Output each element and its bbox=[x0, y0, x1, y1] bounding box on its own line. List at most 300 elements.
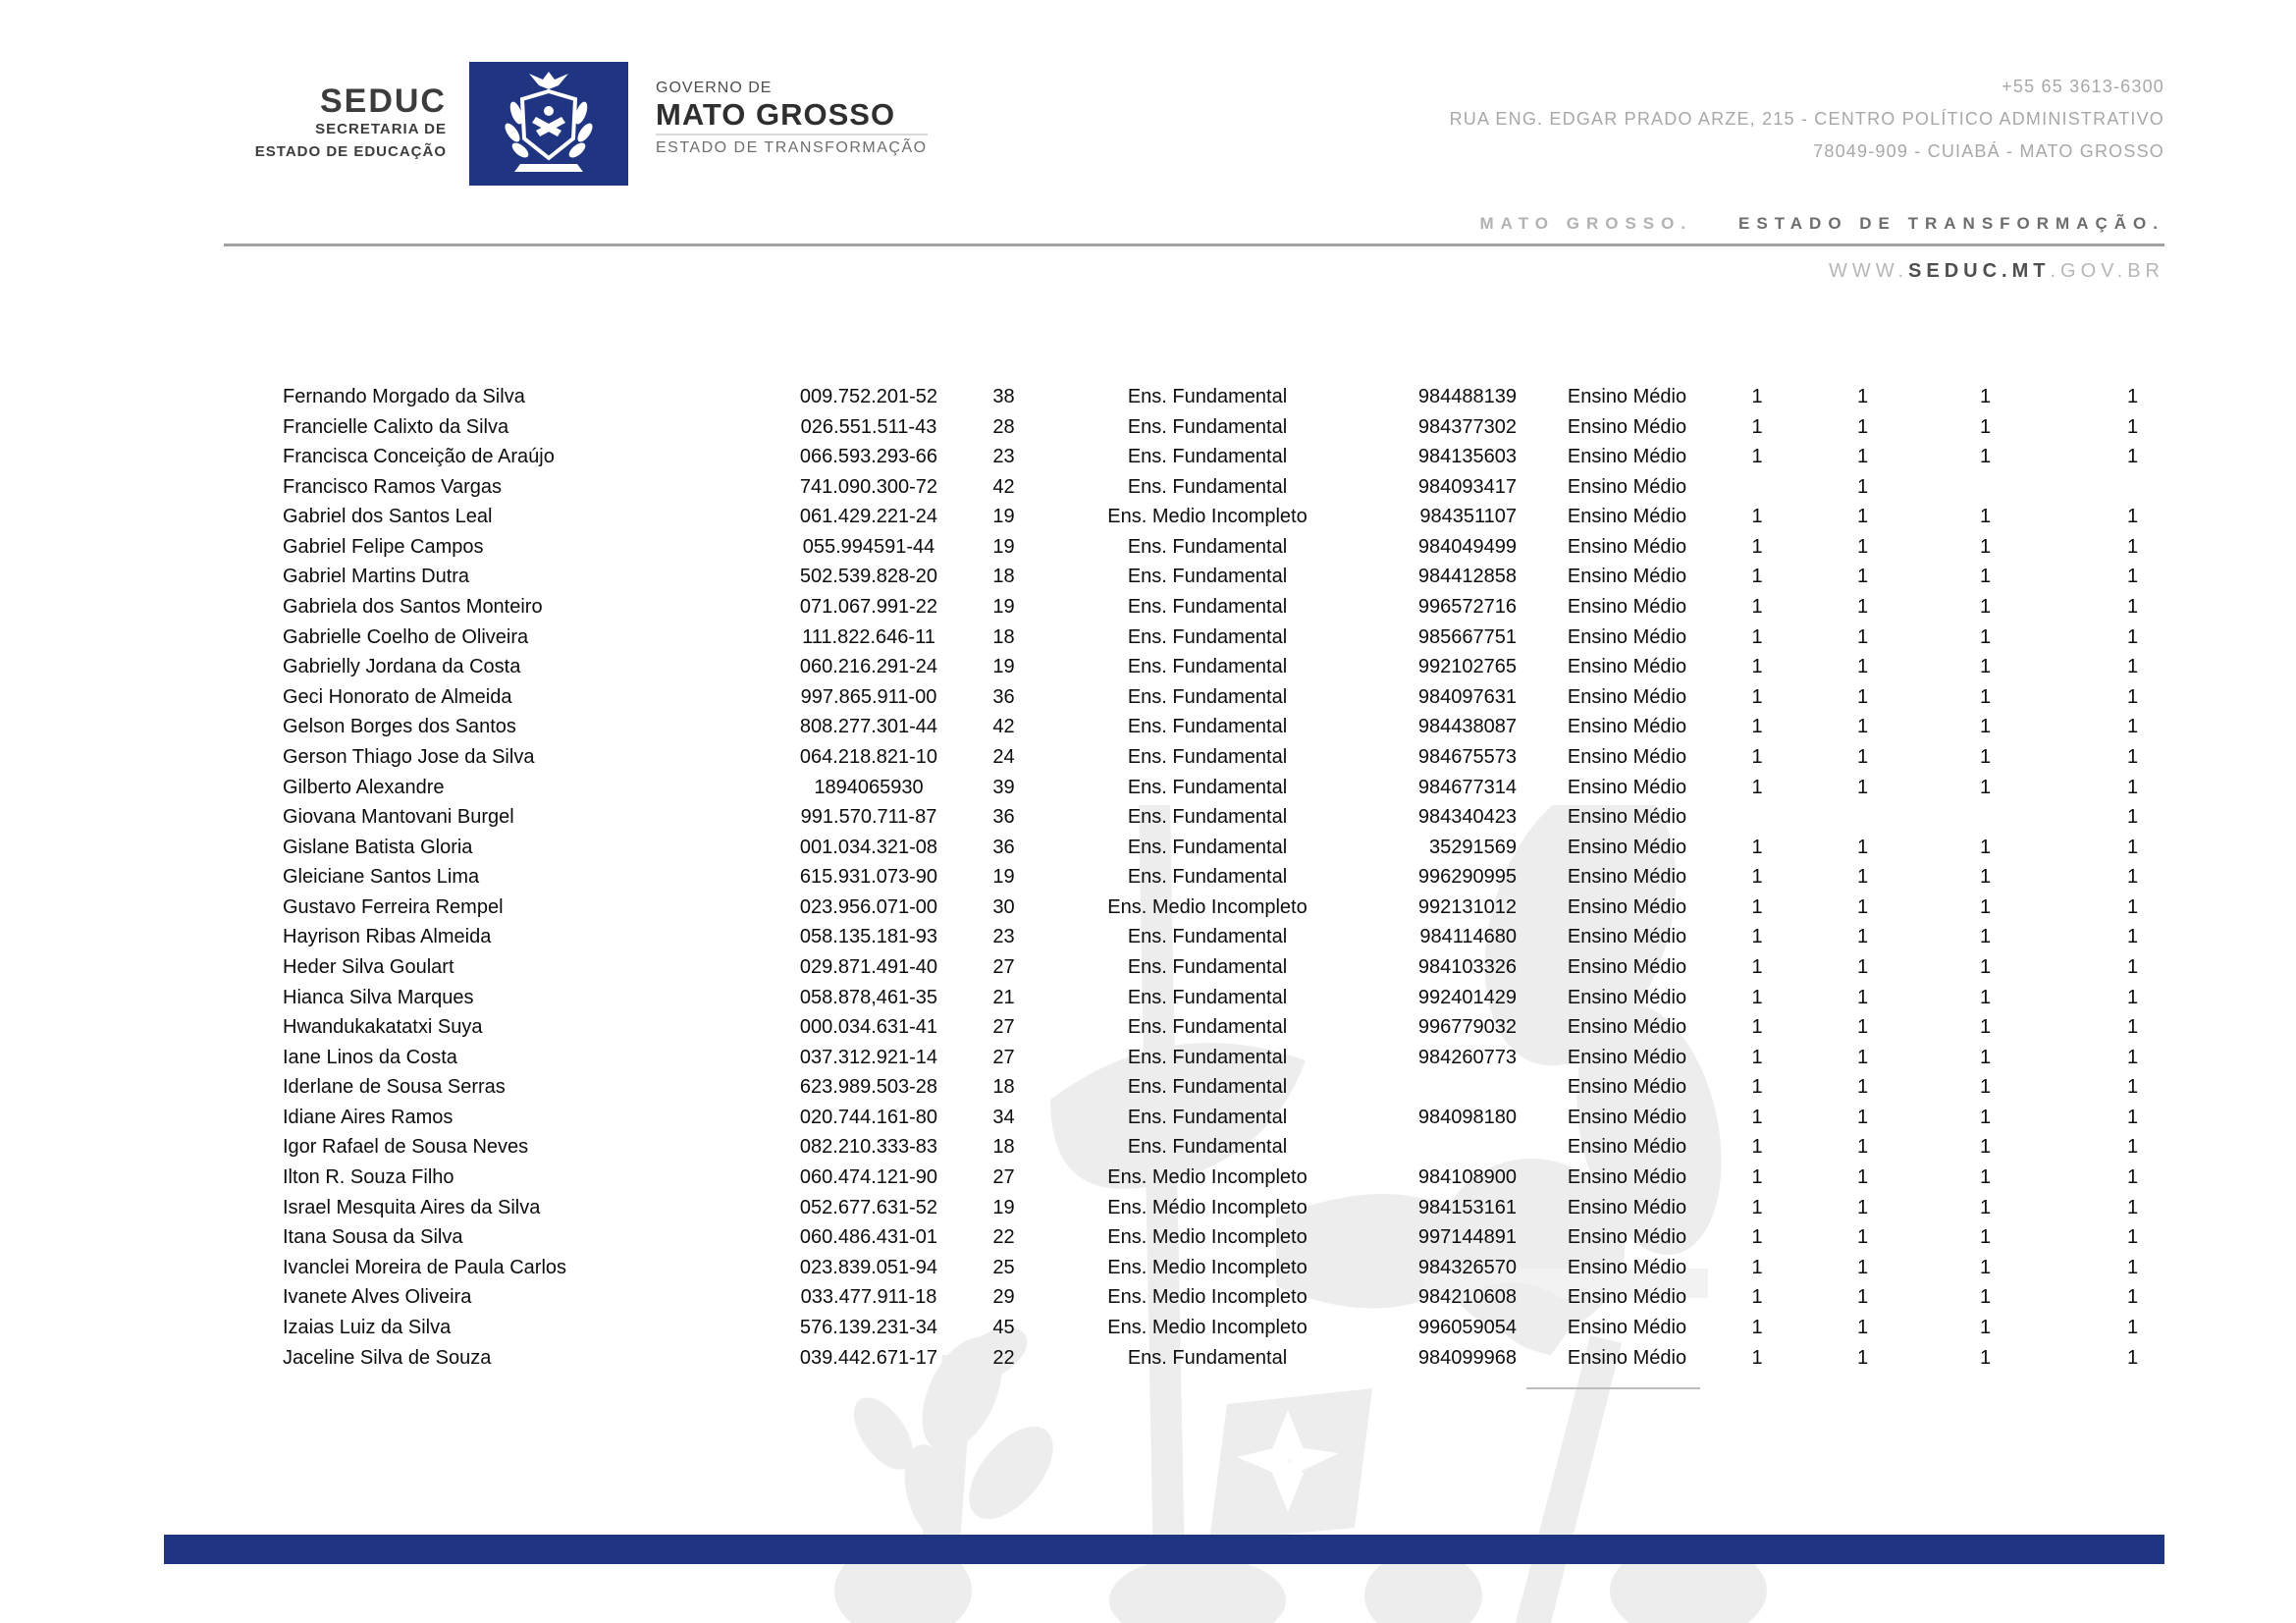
flag-cell-3: 1 bbox=[1979, 986, 1992, 1008]
candidate-name-cell: Itana Sousa da Silva bbox=[283, 1226, 463, 1249]
phone-cell: 984675573 bbox=[1417, 745, 1517, 768]
age-cell: 22 bbox=[992, 1226, 1015, 1249]
flag-cell-2: 1 bbox=[1856, 446, 1869, 468]
flag-cell-4: 1 bbox=[2126, 1106, 2139, 1128]
level-cell: Ensino Médio bbox=[1567, 386, 1687, 407]
table-row bbox=[265, 562, 2214, 592]
flag-cell-3: 1 bbox=[1979, 596, 1992, 619]
flag-cell-1: 1 bbox=[1751, 596, 1763, 619]
flag-cell-1 bbox=[1708, 472, 1806, 503]
education-cell: Ens. Fundamental bbox=[1127, 1046, 1288, 1068]
cpf-cell: 020.744.161-80 bbox=[799, 1106, 938, 1128]
education-cell: Ens. Fundamental bbox=[1127, 806, 1288, 829]
age-cell: 18 bbox=[992, 625, 1015, 648]
candidate-name-cell: Ilton R. Souza Filho bbox=[283, 1166, 454, 1189]
flag-cell-3: 1 bbox=[1979, 1016, 1992, 1039]
website-post: .GOV.BR bbox=[2050, 260, 2164, 282]
age-cell: 42 bbox=[992, 716, 1015, 738]
education-cell: Ens. Medio Incompleto bbox=[1107, 506, 1308, 528]
education-cell: Ens. Fundamental bbox=[1127, 1136, 1288, 1159]
cpf-cell: 023.839.051-94 bbox=[799, 1256, 938, 1278]
phone-cell: 984153161 bbox=[1417, 1196, 1517, 1218]
table-row bbox=[265, 1132, 2214, 1163]
cpf-cell: 023.956.071-00 bbox=[799, 895, 938, 918]
flag-cell-4: 1 bbox=[2126, 566, 2139, 588]
flag-cell-2: 1 bbox=[1856, 506, 1869, 528]
phone-cell: 992131012 bbox=[1417, 895, 1517, 918]
table-row bbox=[265, 1193, 2214, 1223]
cpf-cell: 071.067.991-22 bbox=[799, 596, 938, 619]
education-cell: Ens. Fundamental bbox=[1127, 1346, 1288, 1369]
level-cell: Ensino Médio bbox=[1567, 1046, 1687, 1068]
flag-cell-1: 1 bbox=[1751, 1226, 1763, 1249]
table-row bbox=[265, 442, 2214, 472]
cpf-cell: 741.090.300-72 bbox=[799, 475, 938, 498]
flag-cell-3 bbox=[1919, 802, 2052, 833]
flag-cell-3: 1 bbox=[1979, 776, 1992, 798]
level-cell: Ensino Médio bbox=[1567, 596, 1687, 619]
flag-cell-4: 1 bbox=[2126, 1226, 2139, 1249]
flag-cell-4: 1 bbox=[2126, 1256, 2139, 1278]
level-cell: Ensino Médio bbox=[1567, 986, 1687, 1008]
age-cell: 36 bbox=[992, 836, 1015, 858]
level-cell: Ensino Médio bbox=[1567, 1016, 1687, 1039]
education-cell: Ens. Medio Incompleto bbox=[1107, 1316, 1308, 1338]
flag-cell-2: 1 bbox=[1856, 836, 1869, 858]
phone-cell bbox=[1369, 1072, 1546, 1103]
education-cell: Ens. Fundamental bbox=[1127, 926, 1288, 948]
flag-cell-3: 1 bbox=[1979, 836, 1992, 858]
flag-cell-3: 1 bbox=[1979, 415, 1992, 438]
age-cell: 39 bbox=[992, 776, 1015, 798]
seduc-logo-line1: SECRETARIA DE bbox=[315, 121, 447, 137]
flag-cell-4: 1 bbox=[2126, 955, 2139, 978]
website-pre: WWW. bbox=[1828, 260, 1909, 282]
level-column-underline bbox=[1526, 1387, 1700, 1389]
level-cell: Ensino Médio bbox=[1567, 1136, 1687, 1159]
flag-cell-2: 1 bbox=[1856, 776, 1869, 798]
governo-logo-name: MATO GROSSO bbox=[656, 97, 896, 132]
education-cell: Ens. Fundamental bbox=[1127, 386, 1288, 407]
flag-cell-4: 1 bbox=[2126, 716, 2139, 738]
flag-cell-3: 1 bbox=[1979, 866, 1992, 889]
flag-cell-4: 1 bbox=[2126, 1166, 2139, 1189]
level-cell: Ensino Médio bbox=[1567, 866, 1687, 889]
flag-cell-3: 1 bbox=[1979, 656, 1992, 678]
education-cell: Ens. Fundamental bbox=[1127, 656, 1288, 678]
phone-cell: 984097631 bbox=[1417, 685, 1517, 708]
flag-cell-4: 1 bbox=[2126, 1316, 2139, 1338]
flag-cell-1: 1 bbox=[1751, 1166, 1763, 1189]
education-cell: Ens. Medio Incompleto bbox=[1107, 895, 1308, 918]
candidate-name-cell: Gilberto Alexandre bbox=[283, 776, 445, 798]
flag-cell-3: 1 bbox=[1979, 625, 1992, 648]
flag-cell-1: 1 bbox=[1751, 1076, 1763, 1099]
flag-cell-4: 1 bbox=[2126, 986, 2139, 1008]
candidate-name-cell: Giovana Mantovani Burgel bbox=[283, 806, 514, 829]
candidate-name-cell: Hianca Silva Marques bbox=[283, 986, 474, 1008]
age-cell: 45 bbox=[992, 1316, 1015, 1338]
phone-cell: 984412858 bbox=[1417, 566, 1517, 588]
table-row bbox=[265, 1163, 2214, 1193]
education-cell: Ens. Medio Incompleto bbox=[1107, 1286, 1308, 1309]
flag-cell-1: 1 bbox=[1751, 415, 1763, 438]
education-cell: Ens. Fundamental bbox=[1127, 955, 1288, 978]
flag-cell-1: 1 bbox=[1751, 745, 1763, 768]
level-cell: Ensino Médio bbox=[1567, 475, 1687, 498]
flag-cell-2: 1 bbox=[1856, 566, 1869, 588]
flag-cell-2: 1 bbox=[1856, 685, 1869, 708]
table-row bbox=[265, 502, 2214, 532]
age-cell: 19 bbox=[992, 1196, 1015, 1218]
table-row bbox=[265, 592, 2214, 622]
education-cell: Ens. Fundamental bbox=[1127, 1016, 1288, 1039]
candidate-name-cell: Gabrielle Coelho de Oliveira bbox=[283, 625, 529, 648]
table-row bbox=[265, 1313, 2214, 1343]
candidate-name-cell: Israel Mesquita Aires da Silva bbox=[283, 1196, 541, 1218]
level-cell: Ensino Médio bbox=[1567, 535, 1687, 558]
phone-cell: 984093417 bbox=[1417, 475, 1517, 498]
level-cell: Ensino Médio bbox=[1567, 806, 1687, 829]
footer-bar bbox=[164, 1535, 2164, 1564]
age-cell: 24 bbox=[992, 745, 1015, 768]
age-cell: 23 bbox=[992, 446, 1015, 468]
candidate-name-cell: Ivanclei Moreira de Paula Carlos bbox=[283, 1256, 567, 1278]
cpf-cell: 082.210.333-83 bbox=[799, 1136, 938, 1159]
flag-cell-4: 1 bbox=[2126, 625, 2139, 648]
phone-cell: 985667751 bbox=[1417, 625, 1517, 648]
level-cell: Ensino Médio bbox=[1567, 895, 1687, 918]
website-url bbox=[1829, 260, 2164, 283]
cpf-cell: 576.139.231-34 bbox=[799, 1316, 938, 1338]
flag-cell-3: 1 bbox=[1979, 1136, 1992, 1159]
flag-cell-4: 1 bbox=[2126, 1136, 2139, 1159]
flag-cell-2: 1 bbox=[1856, 625, 1869, 648]
flag-cell-1: 1 bbox=[1751, 386, 1763, 407]
flag-cell-1 bbox=[1708, 802, 1806, 833]
table-row bbox=[265, 1222, 2214, 1253]
flag-cell-4: 1 bbox=[2126, 776, 2139, 798]
phone-cell: 996290995 bbox=[1417, 866, 1517, 889]
candidate-name-cell: Gabrielly Jordana da Costa bbox=[283, 656, 521, 678]
candidate-name-cell: Gabriel Martins Dutra bbox=[283, 566, 470, 588]
cpf-cell: 111.822.646-11 bbox=[802, 625, 935, 648]
flag-cell-3: 1 bbox=[1979, 1226, 1992, 1249]
flag-cell-4: 1 bbox=[2126, 1076, 2139, 1099]
level-cell: Ensino Médio bbox=[1567, 1286, 1687, 1309]
age-cell: 30 bbox=[992, 895, 1015, 918]
phone-cell: 996572716 bbox=[1417, 596, 1517, 619]
flag-cell-4: 1 bbox=[2126, 386, 2139, 407]
flag-cell-4: 1 bbox=[2126, 745, 2139, 768]
phone-cell: 984099968 bbox=[1417, 1346, 1517, 1369]
cpf-cell: 997.865.911-00 bbox=[800, 685, 937, 708]
mato-grosso-crest-icon bbox=[469, 62, 628, 186]
flag-cell-3: 1 bbox=[1979, 1046, 1992, 1068]
phone-cell: 992401429 bbox=[1417, 986, 1517, 1008]
flag-cell-2: 1 bbox=[1856, 1076, 1869, 1099]
cpf-cell: 060.474.121-90 bbox=[799, 1166, 938, 1189]
cpf-cell: 066.593.293-66 bbox=[799, 446, 938, 468]
age-cell: 36 bbox=[992, 806, 1015, 829]
flag-cell-1: 1 bbox=[1751, 1196, 1763, 1218]
cpf-cell: 058.878,461-35 bbox=[799, 986, 938, 1008]
phone-cell: 992102765 bbox=[1417, 656, 1517, 678]
flag-cell-1: 1 bbox=[1751, 685, 1763, 708]
cpf-cell: 037.312.921-14 bbox=[799, 1046, 938, 1068]
flag-cell-4: 1 bbox=[2126, 1286, 2139, 1309]
flag-cell-3: 1 bbox=[1979, 506, 1992, 528]
tagline-bold: ESTADO DE TRANSFORMAÇÃO. bbox=[1737, 214, 2164, 233]
cpf-cell: 060.486.431-01 bbox=[799, 1226, 938, 1249]
level-cell: Ensino Médio bbox=[1567, 1346, 1687, 1369]
phone-cell: 984103326 bbox=[1417, 955, 1517, 978]
phone-cell: 984438087 bbox=[1417, 716, 1517, 738]
flag-cell-2: 1 bbox=[1856, 716, 1869, 738]
table-row bbox=[265, 682, 2214, 713]
flag-cell-4: 1 bbox=[2126, 866, 2139, 889]
flag-cell-3: 1 bbox=[1979, 386, 1992, 407]
cpf-cell: 039.442.671-17 bbox=[799, 1346, 938, 1369]
flag-cell-3: 1 bbox=[1979, 716, 1992, 738]
table-row bbox=[265, 532, 2214, 563]
flag-cell-2: 1 bbox=[1856, 535, 1869, 558]
table-row bbox=[265, 1043, 2214, 1073]
flag-cell-2: 1 bbox=[1856, 955, 1869, 978]
table-row bbox=[265, 712, 2214, 742]
table-row bbox=[265, 802, 2214, 833]
cpf-cell: 061.429.221-24 bbox=[799, 506, 938, 528]
education-cell: Ens. Fundamental bbox=[1127, 446, 1288, 468]
candidate-name-cell: Gabriel Felipe Campos bbox=[283, 535, 484, 558]
flag-cell-1: 1 bbox=[1751, 1346, 1763, 1369]
flag-cell-2: 1 bbox=[1856, 475, 1869, 498]
table-row bbox=[265, 742, 2214, 773]
cpf-cell: 029.871.491-40 bbox=[799, 955, 938, 978]
age-cell: 18 bbox=[992, 566, 1015, 588]
education-cell: Ens. Fundamental bbox=[1127, 1076, 1288, 1099]
candidate-name-cell: Igor Rafael de Sousa Neves bbox=[283, 1136, 529, 1159]
flag-cell-2: 1 bbox=[1856, 745, 1869, 768]
cpf-cell: 060.216.291-24 bbox=[799, 656, 938, 678]
flag-cell-1: 1 bbox=[1751, 895, 1763, 918]
flag-cell-2: 1 bbox=[1856, 1016, 1869, 1039]
education-cell: Ens. Fundamental bbox=[1127, 596, 1288, 619]
flag-cell-4: 1 bbox=[2126, 836, 2139, 858]
flag-cell-1: 1 bbox=[1751, 1106, 1763, 1128]
flag-cell-3: 1 bbox=[1979, 895, 1992, 918]
flag-cell-2: 1 bbox=[1856, 926, 1869, 948]
education-cell: Ens. Fundamental bbox=[1127, 836, 1288, 858]
flag-cell-4: 1 bbox=[2126, 1346, 2139, 1369]
age-cell: 42 bbox=[992, 475, 1015, 498]
education-cell: Ens. Fundamental bbox=[1127, 716, 1288, 738]
flag-cell-3: 1 bbox=[1979, 1196, 1992, 1218]
candidate-name-cell: Gabriela dos Santos Monteiro bbox=[283, 596, 543, 619]
candidate-name-cell: Francisca Conceição de Araújo bbox=[283, 446, 555, 468]
phone-cell: 984377302 bbox=[1417, 415, 1517, 438]
table-row bbox=[265, 382, 2214, 412]
flag-cell-3: 1 bbox=[1979, 1256, 1992, 1278]
age-cell: 27 bbox=[992, 1016, 1015, 1039]
education-cell: Ens. Medio Incompleto bbox=[1107, 1166, 1308, 1189]
table-row bbox=[265, 622, 2214, 653]
flag-cell-3: 1 bbox=[1979, 685, 1992, 708]
flag-cell-1: 1 bbox=[1751, 1046, 1763, 1068]
phone-cell: 984135603 bbox=[1417, 446, 1517, 468]
flag-cell-3: 1 bbox=[1979, 955, 1992, 978]
age-cell: 21 bbox=[992, 986, 1015, 1008]
phone-cell: 35291569 bbox=[1429, 836, 1517, 858]
phone-cell: 984049499 bbox=[1417, 535, 1517, 558]
table-row bbox=[265, 1072, 2214, 1103]
level-cell: Ensino Médio bbox=[1567, 566, 1687, 588]
level-cell: Ensino Médio bbox=[1567, 745, 1687, 768]
candidate-name-cell: Francisco Ramos Vargas bbox=[283, 475, 503, 498]
flag-cell-1: 1 bbox=[1751, 535, 1763, 558]
flag-cell-1: 1 bbox=[1751, 1286, 1763, 1309]
education-cell: Ens. Fundamental bbox=[1127, 475, 1288, 498]
candidate-name-cell: Hwandukakatatxi Suya bbox=[283, 1016, 483, 1039]
cpf-cell: 052.677.631-52 bbox=[799, 1196, 938, 1218]
flag-cell-4: 1 bbox=[2126, 806, 2139, 829]
education-cell: Ens. Medio Incompleto bbox=[1107, 1226, 1308, 1249]
flag-cell-1: 1 bbox=[1751, 1316, 1763, 1338]
header-divider bbox=[224, 243, 2164, 246]
age-cell: 34 bbox=[992, 1106, 1015, 1128]
flag-cell-1: 1 bbox=[1751, 506, 1763, 528]
candidate-table bbox=[265, 382, 2214, 1373]
governo-logo-under: ESTADO DE TRANSFORMAÇÃO bbox=[656, 134, 928, 158]
age-cell: 19 bbox=[992, 866, 1015, 889]
age-cell: 29 bbox=[992, 1286, 1015, 1309]
tagline-light: MATO GROSSO. bbox=[1479, 214, 1693, 233]
age-cell: 36 bbox=[992, 685, 1015, 708]
age-cell: 18 bbox=[992, 1076, 1015, 1099]
seduc-logo-title: SEDUC bbox=[319, 82, 447, 120]
flag-cell-1: 1 bbox=[1751, 1016, 1763, 1039]
website-domain: SEDUC.MT bbox=[1908, 260, 2051, 282]
cpf-cell: 808.277.301-44 bbox=[799, 716, 938, 738]
cpf-cell: 058.135.181-93 bbox=[799, 926, 938, 948]
flag-cell-2: 1 bbox=[1856, 1106, 1869, 1128]
cpf-cell: 1894065930 bbox=[814, 776, 924, 798]
table-row bbox=[265, 1282, 2214, 1313]
phone-cell: 984488139 bbox=[1417, 386, 1517, 407]
flag-cell-1: 1 bbox=[1751, 446, 1763, 468]
flag-cell-3: 1 bbox=[1979, 1346, 1992, 1369]
flag-cell-4: 1 bbox=[2126, 895, 2139, 918]
table-row bbox=[265, 1103, 2214, 1133]
cpf-cell: 991.570.711-87 bbox=[800, 806, 937, 829]
flag-cell-2: 1 bbox=[1856, 895, 1869, 918]
flag-cell-3: 1 bbox=[1979, 926, 1992, 948]
flag-cell-4: 1 bbox=[2126, 656, 2139, 678]
education-cell: Ens. Fundamental bbox=[1127, 745, 1288, 768]
flag-cell-2: 1 bbox=[1856, 415, 1869, 438]
candidate-name-cell: Gislane Batista Gloria bbox=[283, 836, 473, 858]
flag-cell-1: 1 bbox=[1751, 566, 1763, 588]
level-cell: Ensino Médio bbox=[1567, 955, 1687, 978]
flag-cell-3: 1 bbox=[1979, 745, 1992, 768]
education-cell: Ens. Fundamental bbox=[1127, 625, 1288, 648]
state-tagline bbox=[1480, 214, 2164, 234]
flag-cell-4: 1 bbox=[2126, 415, 2139, 438]
table-row bbox=[265, 922, 2214, 952]
cpf-cell: 064.218.821-10 bbox=[799, 745, 938, 768]
education-cell: Ens. Medio Incompleto bbox=[1107, 1256, 1308, 1278]
phone-cell: 997144891 bbox=[1417, 1226, 1517, 1249]
flag-cell-4: 1 bbox=[2126, 446, 2139, 468]
level-cell: Ensino Médio bbox=[1567, 1196, 1687, 1218]
education-cell: Ens. Fundamental bbox=[1127, 866, 1288, 889]
cpf-cell: 009.752.201-52 bbox=[799, 386, 938, 407]
flag-cell-4: 1 bbox=[2126, 1196, 2139, 1218]
age-cell: 27 bbox=[992, 1046, 1015, 1068]
level-cell: Ensino Médio bbox=[1567, 415, 1687, 438]
table-row bbox=[265, 1012, 2214, 1043]
phone-cell: 984340423 bbox=[1417, 806, 1517, 829]
age-cell: 22 bbox=[992, 1346, 1015, 1369]
flag-cell-4: 1 bbox=[2126, 506, 2139, 528]
flag-cell-3 bbox=[1919, 472, 2052, 503]
level-cell: Ensino Médio bbox=[1567, 1166, 1687, 1189]
flag-cell-2: 1 bbox=[1856, 866, 1869, 889]
candidate-name-cell: Gleiciane Santos Lima bbox=[283, 866, 480, 889]
table-row bbox=[265, 833, 2214, 863]
level-cell: Ensino Médio bbox=[1567, 1256, 1687, 1278]
table-row bbox=[265, 1343, 2214, 1374]
contact-phone: +55 65 3613-6300 bbox=[2002, 77, 2164, 96]
cpf-cell: 000.034.631-41 bbox=[799, 1016, 938, 1039]
cpf-cell: 502.539.828-20 bbox=[799, 566, 938, 588]
phone-cell: 984326570 bbox=[1417, 1256, 1517, 1278]
flag-cell-2: 1 bbox=[1856, 1256, 1869, 1278]
table-row bbox=[265, 472, 2214, 503]
level-cell: Ensino Médio bbox=[1567, 1106, 1687, 1128]
age-cell: 27 bbox=[992, 955, 1015, 978]
phone-cell: 984351107 bbox=[1419, 506, 1517, 528]
education-cell: Ens. Fundamental bbox=[1127, 685, 1288, 708]
flag-cell-4: 1 bbox=[2126, 596, 2139, 619]
flag-cell-2: 1 bbox=[1856, 386, 1869, 407]
flag-cell-1: 1 bbox=[1751, 955, 1763, 978]
flag-cell-1: 1 bbox=[1751, 926, 1763, 948]
flag-cell-1: 1 bbox=[1751, 866, 1763, 889]
table-row bbox=[265, 893, 2214, 923]
age-cell: 23 bbox=[992, 926, 1015, 948]
flag-cell-1: 1 bbox=[1751, 625, 1763, 648]
level-cell: Ensino Médio bbox=[1567, 506, 1687, 528]
contact-address: RUA ENG. EDGAR PRADO ARZE, 215 - CENTRO POLÍTICO ADMINISTRATIVO bbox=[1449, 109, 2164, 129]
phone-cell: 984098180 bbox=[1417, 1106, 1517, 1128]
table-row bbox=[265, 652, 2214, 682]
flag-cell-2: 1 bbox=[1856, 1136, 1869, 1159]
age-cell: 25 bbox=[992, 1256, 1015, 1278]
candidate-name-cell: Idiane Aires Ramos bbox=[283, 1106, 454, 1128]
candidate-name-cell: Gelson Borges dos Santos bbox=[283, 716, 516, 738]
flag-cell-4 bbox=[2052, 472, 2214, 503]
candidate-name-cell: Jaceline Silva de Souza bbox=[283, 1346, 492, 1369]
flag-cell-2: 1 bbox=[1856, 1346, 1869, 1369]
governo-logo bbox=[656, 79, 928, 158]
flag-cell-3: 1 bbox=[1979, 1316, 1992, 1338]
flag-cell-4: 1 bbox=[2126, 535, 2139, 558]
candidate-name-cell: Francielle Calixto da Silva bbox=[283, 415, 509, 438]
level-cell: Ensino Médio bbox=[1567, 656, 1687, 678]
age-cell: 27 bbox=[992, 1166, 1015, 1189]
level-cell: Ensino Médio bbox=[1567, 685, 1687, 708]
